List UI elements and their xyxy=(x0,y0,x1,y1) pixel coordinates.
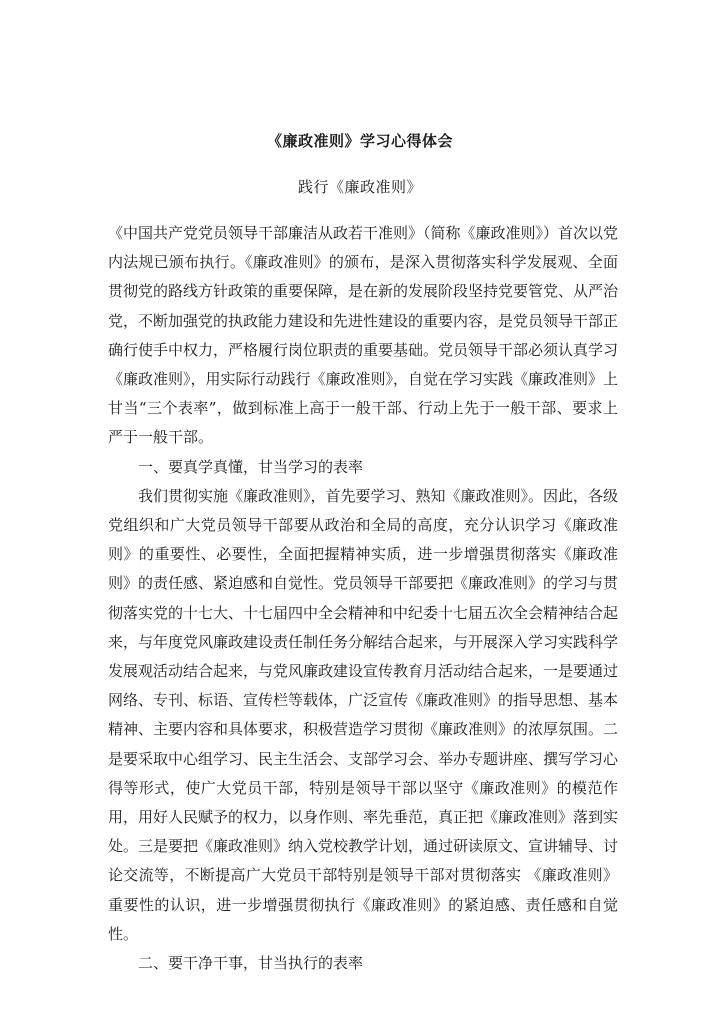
intro-paragraph: 《中国共产党党员领导干部廉洁从政若干准则》（简称《廉政准则》）首次以党内法规已颁布执行。《廉政准则》的颁布，是深入贯彻落实科学发展观、全面贯彻党的路线方针政策的重要保障，是在新的发展阶段坚持党要管党、从严治党，不断加强党的执政能力建设和先进性建设的重要内容，是党员领导干部正确行使手中权力，严格履行岗位职责的重要基础。党员领导干部必须认真学习《廉政准则》，用实际行动践行《廉政准则》，自觉在学习实践《廉政准则》上甘当“三个表率”，做到标准上高于一般干部、行动上先于一般干部、要求上严于一般干部。 xyxy=(108,224,619,447)
document-body xyxy=(108,219,618,978)
section-paragraph-1: 我们贯彻实施《廉政准则》，首先要学习、熟知《廉政准则》。因此，各级党组织和广大党员领导干部要从政治和全局的高度，充分认识学习《廉政准则》的重要性、必要性，全面把握精神实质，进一步增强贯彻落实《廉政准则》的责任感、紧迫感和自觉性。党员领导干部要把《廉政准则》的学习与贯彻落实党的十七大、十七届四中全会精神和中纪委十七届五次全会精神结合起来，与年度党风廉政建设责任制任务分解结合起来，与开展深入学习实践科学发展观活动结合起来，与党风廉政建设宣传教育月活动结合起来，一是要通过网络、专刊、标语、宣传栏等载体，广泛宣传《廉政准则》的指导思想、基本精神、主要内容和具体要求，积极营造学习贯彻《廉政准则》的浓厚氛围。二是要采取中心组学习、民主生活会、支部学习会、举办专题讲座、撰写学习心得等形式，使广大党员干部，特别是领导干部以坚守《廉政准则》的模范作用，用好人民赋予的权力，以身作则、率先垂范，真正把《廉政准则》落到实处。三是要把《廉政准则》纳入党校教学计划，通过研读原文、宣讲辅导、讨论交流等，不断提高广大党员干部特别是领导干部对贯彻落实 《廉政准则》重要性的认识，进一步增强贯彻执行《廉政准则》的紧迫感、责任感和自觉性。 xyxy=(108,486,619,943)
section-heading-2: 二、要干净干事，甘当执行的表率 xyxy=(138,954,364,973)
section-heading-1: 一、要真学真懂，甘当学习的表率 xyxy=(138,457,364,476)
document-subtitle: 践行《廉政准则》 xyxy=(297,178,422,196)
document-title: 《廉政准则》学习心得体会 xyxy=(266,132,453,150)
